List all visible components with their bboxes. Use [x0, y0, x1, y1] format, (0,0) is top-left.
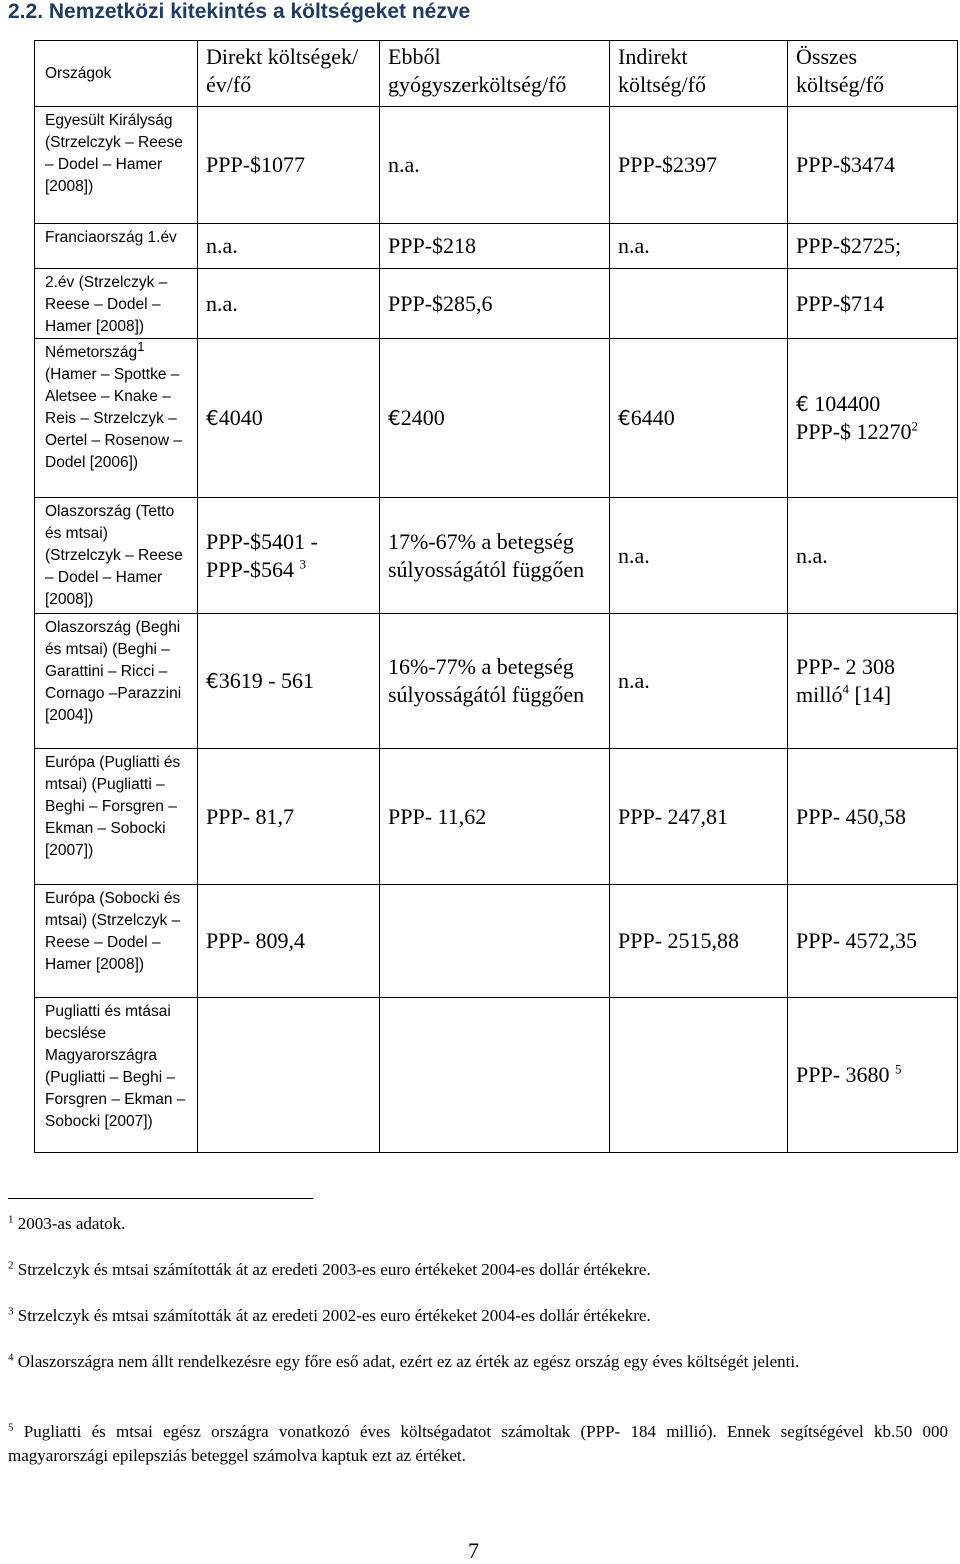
footnote-text: 2003-as adatok. [17, 1214, 126, 1233]
footnote-number: 3 [8, 1305, 14, 1318]
drug-cell [380, 339, 610, 498]
table-row [35, 998, 958, 1153]
direct-cell: n.a. [198, 269, 380, 339]
header-drug: Ebből gyógyszerköltség/fő [380, 41, 610, 107]
country-cell: 2.év (Strzelczyk – Reese – Dodel – Hamer [2008]) [35, 269, 198, 339]
country-cell: Egyesült Királyság (Strzelczyk – Reese – Dodel – Hamer [2008]) [35, 107, 198, 224]
country-cell: Pugliatti és mtásai becslése Magyarországra (Pugliatti – Beghi – Forsgren – Ekman – Sobocki [2007]) [35, 998, 198, 1153]
drug-value: 2400 [400, 405, 445, 430]
total-cell: PPP- 450,58 [788, 749, 958, 885]
footnote-number: 2 [8, 1259, 14, 1272]
country-cell [35, 339, 198, 498]
euro-symbol: € [388, 406, 401, 430]
total-cell [788, 339, 958, 498]
footnote [8, 1304, 948, 1328]
table-row [35, 885, 958, 998]
country-source: (Hamer – Spottke – Aletsee – Knake – Reis – Strzelczyk – Oertel – Rosenow – Dodel [2006]) [45, 366, 182, 471]
cost-table [34, 40, 958, 1153]
footnote-ref: 4 [842, 681, 849, 697]
indirect-cell [610, 269, 788, 339]
direct-value: 3619 - 561 [218, 668, 315, 693]
country-cell: Olaszország (Tetto és mtsai) (Strzelczyk – Reese – Dodel – Hamer [2008]) [35, 498, 198, 614]
reference: [14] [854, 682, 892, 707]
direct-cell: PPP-$1077 [198, 107, 380, 224]
indirect-cell [610, 339, 788, 498]
drug-cell [380, 885, 610, 998]
indirect-cell: n.a. [610, 498, 788, 614]
table-row [35, 224, 958, 269]
country-name: Németország [45, 344, 138, 361]
total-value: PPP- 3680 [796, 1062, 890, 1087]
drug-cell: PPP-$285,6 [380, 269, 610, 339]
drug-cell [380, 998, 610, 1153]
table-row [35, 339, 958, 498]
euro-symbol: € [206, 669, 219, 693]
footnote-ref: 2 [911, 418, 919, 434]
indirect-cell: PPP- 2515,88 [610, 885, 788, 998]
footnote-text: Strzelczyk és mtsai számították át az eredeti 2003-es euro értékeket 2004-es dollár értékekre. [17, 1260, 651, 1279]
direct-cell [198, 614, 380, 749]
footnote [8, 1420, 948, 1468]
header-countries: Országok [35, 41, 198, 107]
table-row [35, 498, 958, 614]
direct-cell: PPP- 809,4 [198, 885, 380, 998]
euro-symbol: € [206, 406, 219, 430]
total-value-ppp: PPP-$ 12270 [796, 419, 912, 444]
footnote [8, 1258, 948, 1282]
header-direct: Direkt költségek/év/fő [198, 41, 380, 107]
footnote-separator [8, 1198, 313, 1199]
footnote [8, 1350, 948, 1374]
footnote-text: Olaszországra nem állt rendelkezésre egy főre eső adat, ezért ez az érték az egész ország egy éves költségét jelenti. [17, 1352, 800, 1371]
direct-cell [198, 998, 380, 1153]
indirect-cell: n.a. [610, 614, 788, 749]
drug-cell: n.a. [380, 107, 610, 224]
indirect-cell: n.a. [610, 224, 788, 269]
footnote-number: 5 [8, 1421, 14, 1434]
total-cell: n.a. [788, 498, 958, 614]
euro-symbol: € [796, 392, 809, 416]
country-cell: Európa (Pugliatti és mtsai) (Pugliatti – Beghi – Forsgren – Ekman – Sobocki [2007]) [35, 749, 198, 885]
direct-value: 4040 [218, 405, 263, 430]
table-row [35, 749, 958, 885]
drug-cell: PPP-$218 [380, 224, 610, 269]
direct-cell: PPP- 81,7 [198, 749, 380, 885]
page-number: 7 [468, 1538, 479, 1563]
direct-value: PPP-$5401 - PPP-$564 [206, 528, 318, 582]
footnote-ref: 1 [137, 338, 145, 354]
header-total: Összes költség/fő [788, 41, 958, 107]
footnote-number: 4 [8, 1351, 14, 1364]
total-cell [788, 614, 958, 749]
drug-cell: 17%-67% a betegség súlyosságától függően [380, 498, 610, 614]
total-cell: PPP-$3474 [788, 107, 958, 224]
drug-cell: PPP- 11,62 [380, 749, 610, 885]
total-cell: PPP-$714 [788, 269, 958, 339]
indirect-value: 6440 [630, 405, 675, 430]
table-row [35, 107, 958, 224]
table-header-row [35, 41, 958, 107]
table-row [35, 269, 958, 339]
total-value: 104400 [814, 391, 881, 416]
footnote [8, 1212, 948, 1236]
table-row [35, 614, 958, 749]
total-cell: PPP- 4572,35 [788, 885, 958, 998]
footnote-number: 1 [8, 1213, 14, 1226]
total-cell: PPP-$2725; [788, 224, 958, 269]
footnote-ref: 3 [299, 556, 307, 572]
drug-cell: 16%-77% a betegség súlyosságától függően [380, 614, 610, 749]
indirect-cell: PPP-$2397 [610, 107, 788, 224]
footnote-text: Strzelczyk és mtsai számították át az eredeti 2002-es euro értékeket 2004-es dollár értékekre. [17, 1306, 651, 1325]
total-cell [788, 998, 958, 1153]
country-cell: Franciaország 1.év [35, 224, 198, 269]
footnote-text: Pugliatti és mtsai egész országra vonatkozó éves költségadatot számoltak (PPP- 184 millió). Ennek segítségével kb.50 000 magyarországi epilepsziás beteggel számolva kaptuk ezt az értéket. [8, 1422, 948, 1465]
direct-cell [198, 339, 380, 498]
euro-symbol: € [618, 406, 631, 430]
total-value: PPP- 2 308 milló [796, 654, 896, 707]
country-cell: Olaszország (Beghi és mtsai) (Beghi – Garattini – Ricci – Cornago –Parazzini [2004]) [35, 614, 198, 749]
indirect-cell: PPP- 247,81 [610, 749, 788, 885]
direct-cell [198, 498, 380, 614]
footnote-ref: 5 [895, 1061, 902, 1077]
country-cell: Európa (Sobocki és mtsai) (Strzelczyk – Reese – Dodel – Hamer [2008]) [35, 885, 198, 998]
direct-cell: n.a. [198, 224, 380, 269]
section-heading: 2.2. Nemzetközi kitekintés a költségeket nézve [8, 0, 471, 23]
header-indirect: Indirekt költség/fő [610, 41, 788, 107]
indirect-cell [610, 998, 788, 1153]
